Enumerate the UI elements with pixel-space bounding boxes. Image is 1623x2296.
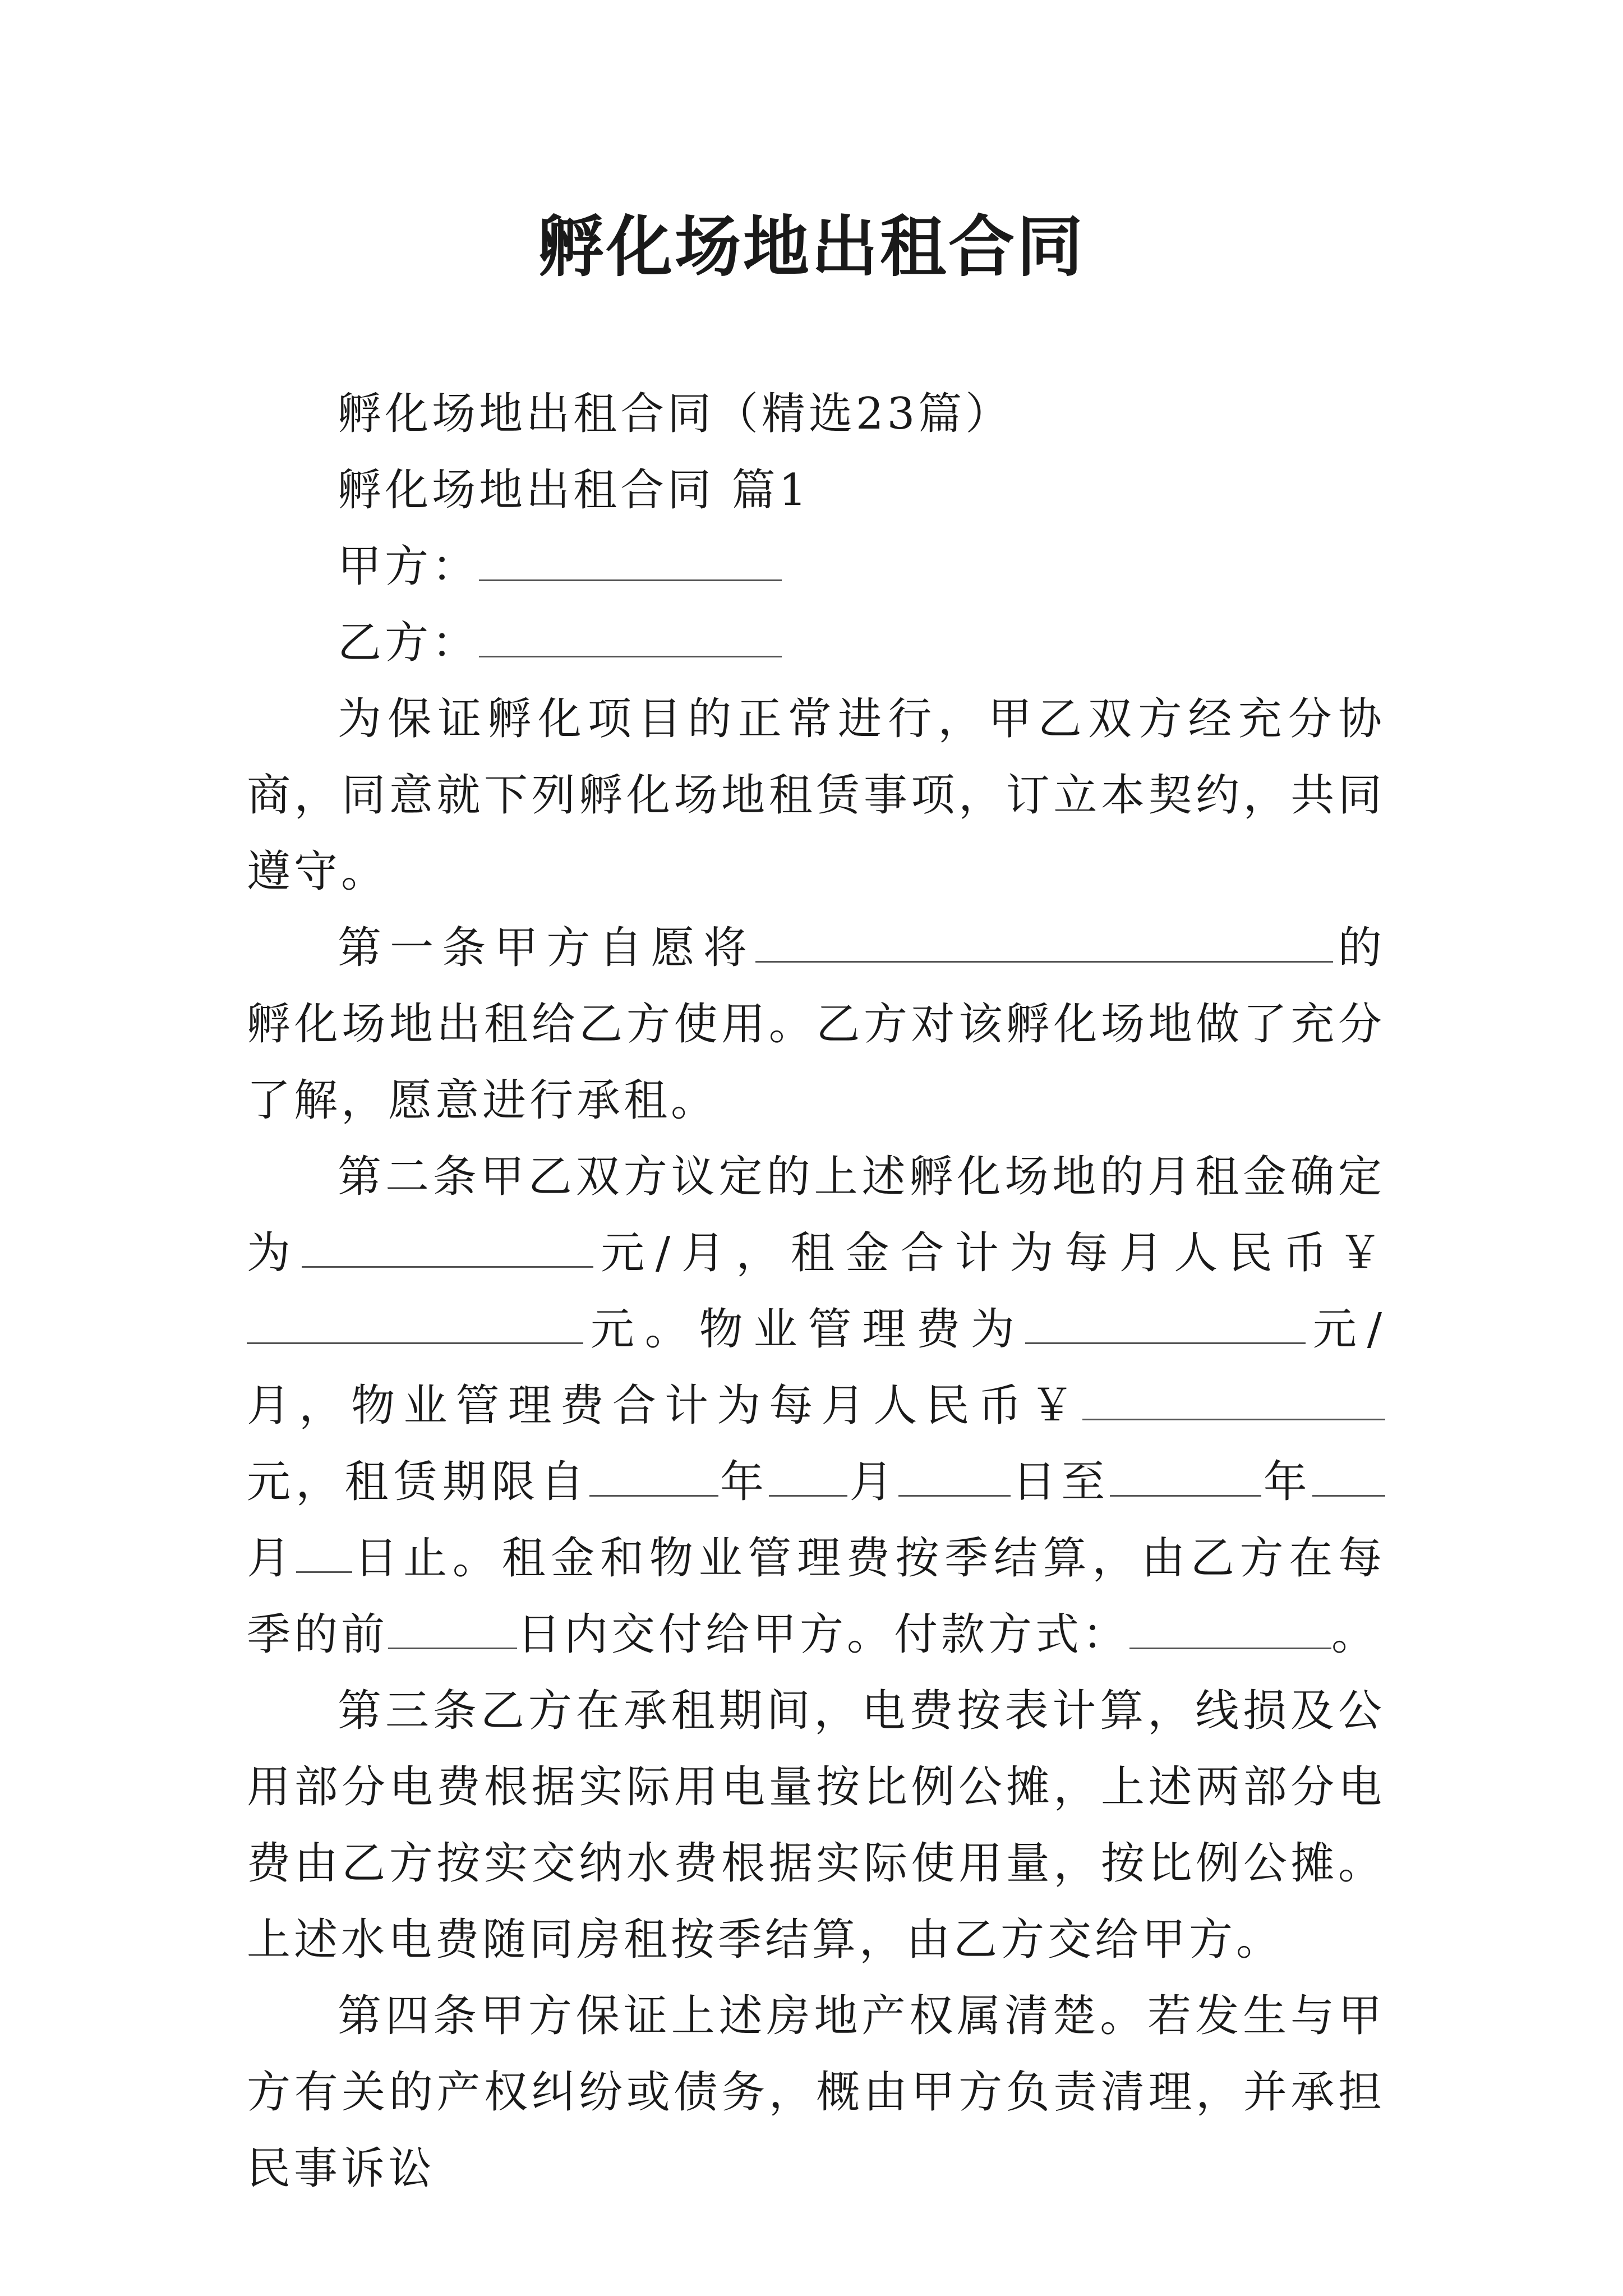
start-month-blank [769, 1459, 847, 1497]
monthly-rent-blank [302, 1230, 593, 1268]
document-body [247, 376, 1385, 2207]
payment-method-blank [1129, 1612, 1331, 1649]
party-b-blank [479, 620, 782, 657]
start-year-blank [589, 1459, 718, 1497]
section-heading: 孵化场地出租合同 篇1 [338, 465, 810, 516]
article-2: 第二条甲乙双方议定的上述孵化场地的月租金确定为 元/月，租金合计为每月人民币￥元。物业管理费为 元/月，物业管理费合计为每月人民币￥元，租赁期限自 年 月 日至 年月 日止。租金和物业管理费按季结算，由乙方在每季的前 日内交付给甲方。付款方式： 。 [247, 1152, 1385, 1660]
article-4: 第四条甲方保证上述房地产权属清楚。若发生与甲方有关的产权纠纷或债务，概由甲方负责清理，并承担民事诉讼 [247, 1991, 1385, 2194]
payment-days-blank [388, 1612, 517, 1649]
article-1: 第一条甲方自愿将 的孵化场地出租给乙方使用。乙方对该孵化场地做了充分了解，愿意进行承租。 [247, 923, 1385, 1126]
premises-blank [755, 925, 1333, 963]
article-3: 第三条乙方在承租期间，电费按表计算，线损及公用部分电费根据实际用电量按比例公摊，上述两部分电费由乙方按实交纳水费根据实际使用量，按比例公摊。上述水电费随同房租按季结算，由乙方交给甲方。 [247, 1686, 1385, 1965]
party-a-blank [479, 544, 782, 581]
intro-paragraph: 为保证孵化项目的正常进行，甲乙双方经充分协商，同意就下列孵化场地租赁事项，订立本契约，共同遵守。 [247, 694, 1385, 897]
management-fee-total-blank [1082, 1383, 1385, 1420]
end-year-blank [1110, 1459, 1261, 1497]
document-title: 孵化场地出租合同 [537, 208, 1085, 286]
end-day-blank [296, 1535, 352, 1573]
rent-total-blank [247, 1306, 583, 1344]
party-a-line: 甲方： [247, 528, 1385, 605]
management-fee-blank [1025, 1306, 1306, 1344]
end-month-blank [1312, 1459, 1385, 1497]
start-day-blank [898, 1459, 1011, 1497]
subtitle: 孵化场地出租合同（精选23篇） [338, 389, 1013, 439]
party-b-line: 乙方： [247, 605, 1385, 681]
